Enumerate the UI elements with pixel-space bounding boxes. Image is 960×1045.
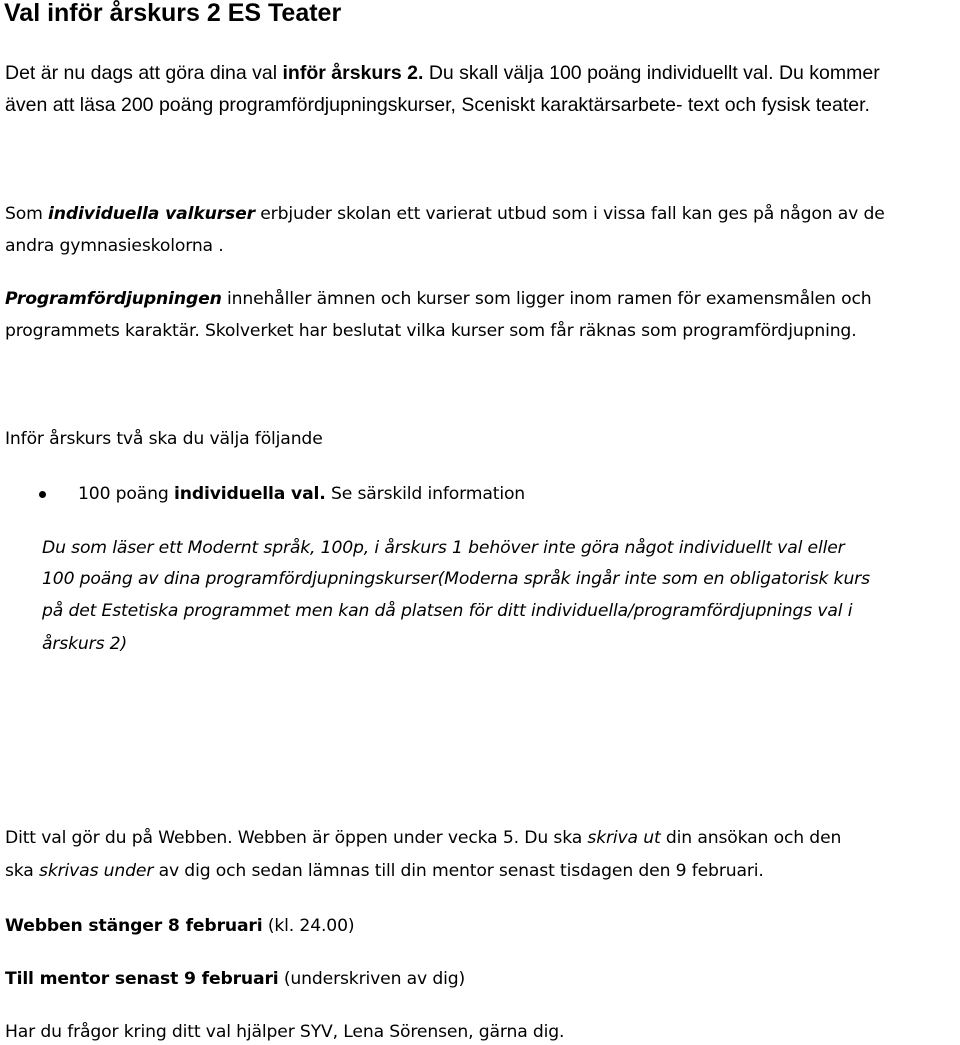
electives-line-2: andra gymnasieskolorna . [5,236,224,256]
bullet-item: 100 poäng individuella val. Se särskild information [78,484,526,504]
bullet-dot-icon [39,491,46,498]
mentor-deadline: Till mentor senast 9 februari (underskriven av dig) [5,969,466,989]
choose-heading: Inför årskurs två ska du välja följande [5,429,323,449]
web-line-1: Ditt val gör du på Webben. Webben är öppen under vecka 5. Du ska skriva ut din ansökan och den [5,828,842,848]
language-note-line-4: årskurs 2) [42,634,128,654]
intro-line-2: även att läsa 200 poäng programfördjupningskurser, Sceniskt karaktärsarbete- text och fysisk teater. [5,94,870,116]
page-title: Val inför årskurs 2 ES Teater [4,0,342,27]
program-line-2: programmets karaktär. Skolverket har beslutat vilka kurser som får räknas som programfördjupning. [5,321,857,341]
syv-contact: Har du frågor kring ditt val hjälper SYV, Lena Sörensen, gärna dig. [5,1022,565,1042]
language-note-line-2: 100 poäng av dina programfördjupningskurser(Moderna språk ingår inte som en obligatorisk kurs [42,569,870,589]
language-note-line-3: på det Estetiska programmet men kan då platsen för ditt individuella/programfördjupnings val i [42,601,853,621]
intro-line-1: Det är nu dags att göra dina val inför årskurs 2. Du skall välja 100 poäng individuellt val. Du kommer [5,62,880,84]
electives-line-1: Som individuella valkurser erbjuder skolan ett varierat utbud som i vissa fall kan ges på någon av de [5,204,885,224]
program-line-1: Programfördjupningen innehåller ämnen och kurser som ligger inom ramen för examensmålen och [5,289,872,309]
web-closes: Webben stänger 8 februari (kl. 24.00) [5,916,355,936]
web-line-2: ska skrivas under av dig och sedan lämnas till din mentor senast tisdagen den 9 februari. [5,861,764,881]
language-note-line-1: Du som läser ett Modernt språk, 100p, i årskurs 1 behöver inte göra något individuellt val eller [42,538,845,558]
